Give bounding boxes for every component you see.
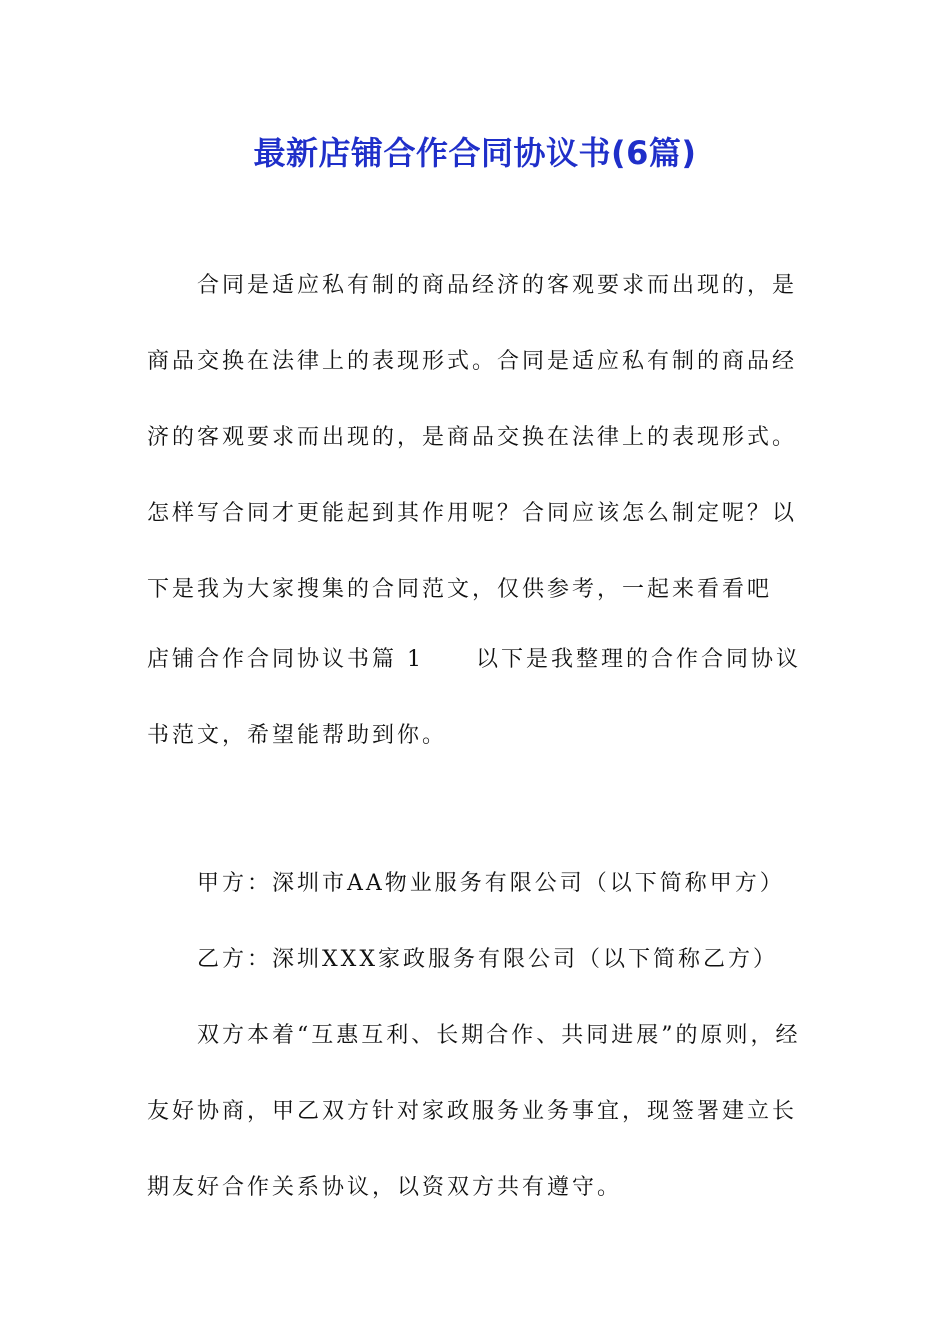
party-b-line: 乙方：深圳XXX家政服务有限公司（以下简称乙方） [197, 947, 778, 972]
section-heading-line [147, 622, 807, 774]
party-a-line: 甲方：深圳市AA物业服务有限公司（以下简称甲方） [197, 871, 785, 896]
section-intro: 以下是我整理的合作合同协议书范文，希望能帮助到你。 [147, 647, 802, 748]
agreement-paragraph: 双方本着“互惠互利、长期合作、共同进展”的原则，经友好协商，甲乙双方针对家政服务业务事宜，现签署建立长期友好合作关系协议，以资双方共有遵守。 [147, 1023, 801, 1200]
intro-paragraph: 合同是适应私有制的商品经济的客观要求而出现的，是商品交换在法律上的表现形式。合同是适应私有制的商品经济的客观要求而出现的，是商品交换在法律上的表现形式。怎样写合同才更能起到其作用呢？合同应该怎么制定呢？以下是我为大家搜集的合同范文，仅供参考，一起来看看吧 [147, 273, 798, 602]
section-heading: 店铺合作合同协议书篇 1 [147, 647, 424, 672]
document-title: 最新店铺合作合同协议书(6篇) [253, 134, 697, 172]
